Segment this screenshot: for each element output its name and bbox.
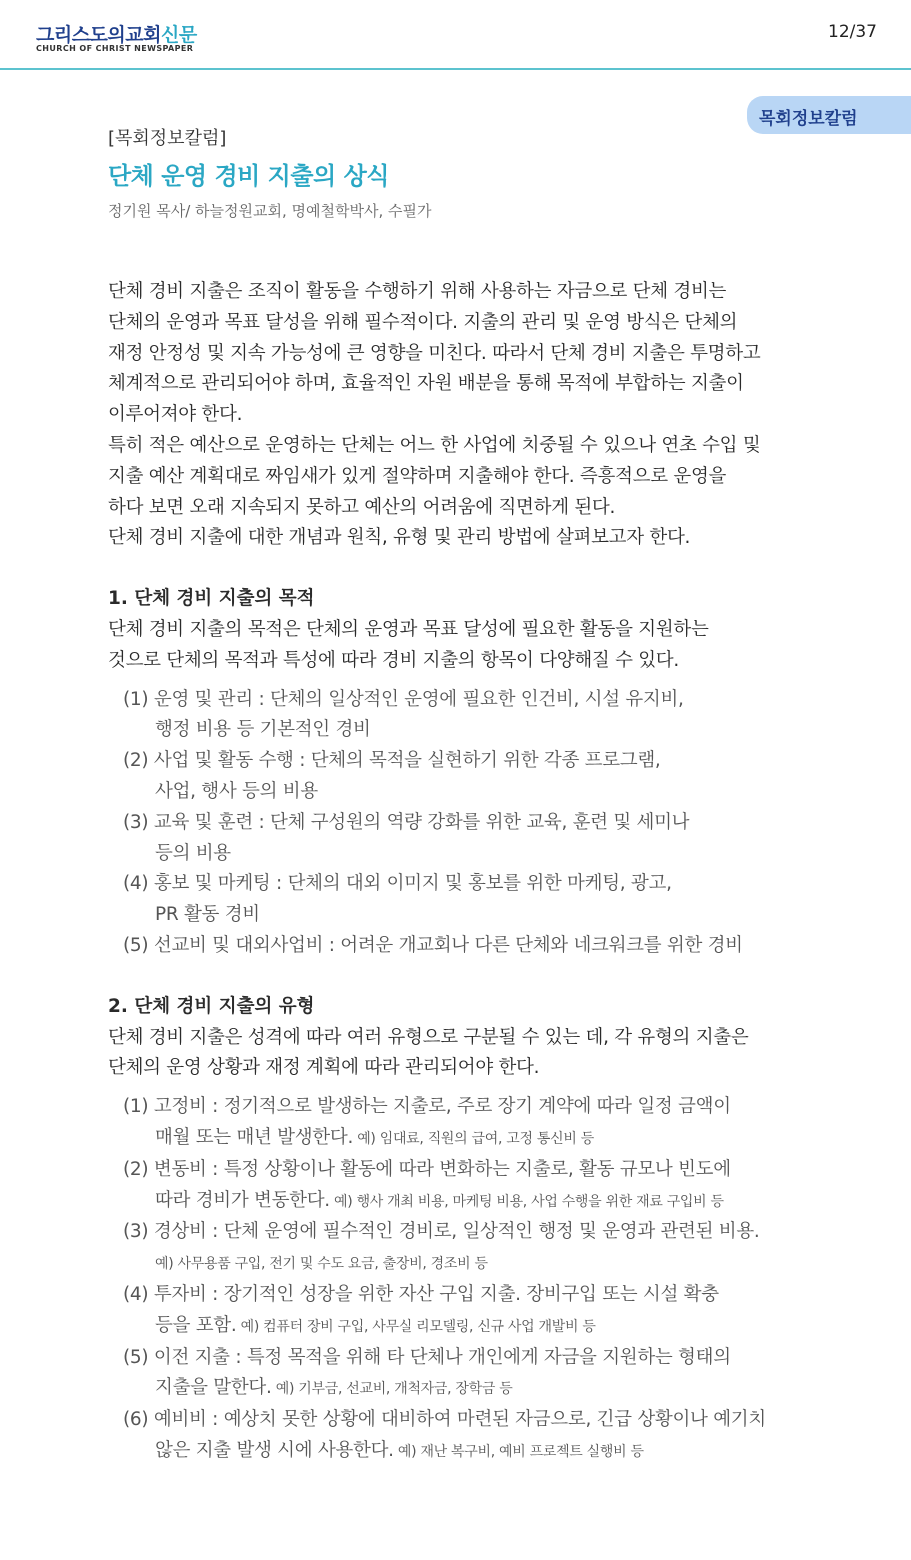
intro-line: 체계적으로 관리되어야 하며, 효율적인 자원 배분을 통해 목적에 부합하는 지출이 — [108, 373, 744, 395]
page-header — [0, 0, 911, 70]
section-tag — [747, 96, 911, 134]
list-item — [123, 1155, 828, 1218]
list-item-continuation — [123, 1373, 828, 1405]
logo-subtitle: CHURCH OF CHRIST NEWSPAPER — [36, 44, 194, 53]
intro-line: 단체의 운영과 목표 달성을 위해 필수적이다. 지출의 관리 및 운영 방식은 단체의 — [108, 311, 738, 333]
example-text: 예) 기부금, 선교비, 개척자금, 장학금 등 — [271, 1381, 513, 1398]
intro-line: 하다 보면 오래 지속되지 못하고 예산의 어려움에 직면하게 된다. — [108, 496, 616, 518]
section-text — [108, 1023, 828, 1085]
section-heading: 1. 단체 경비 지출의 목적 — [108, 588, 315, 610]
example-text: 예) 컴퓨터 장비 구입, 사무실 리모델링, 신규 사업 개발비 등 — [236, 1318, 596, 1335]
intro-line: 지출 예산 계획대로 짜임새가 있게 절약하며 지출해야 한다. 즉흥적으로 운영을 — [108, 465, 727, 487]
intro-line: 재정 안정성 및 지속 가능성에 큰 영향을 미친다. 따라서 단체 경비 지출은 투명하고 — [108, 342, 761, 364]
list-item-continuation-text: 따라 경비가 변동한다. — [155, 1189, 330, 1211]
section-text-line: 것으로 단체의 목적과 특성에 따라 경비 지출의 항목이 다양해질 수 있다. — [108, 649, 679, 671]
list-item-continuation-text: 매월 또는 매년 발생한다. — [155, 1126, 354, 1148]
list-item — [123, 1092, 828, 1155]
list-item — [123, 1405, 828, 1468]
list-item-continuation — [123, 1186, 828, 1218]
list-item-line: (1) 고정비 : 정기적으로 발생하는 지출로, 주로 장기 계약에 따라 일정 금액이 — [123, 1096, 731, 1118]
section-text-line: 단체의 운영 상황과 재정 계획에 따라 관리되어야 한다. — [108, 1057, 540, 1079]
newspaper-logo — [36, 20, 197, 47]
list-item-continuation: 사업, 행사 등의 비용 — [155, 780, 318, 802]
intro-line: 특히 적은 예산으로 운영하는 단체는 어느 한 사업에 치중될 수 있으나 연초 수입 및 — [108, 434, 761, 456]
list-item-line: (2) 변동비 : 특정 상황이나 활동에 따라 변화하는 지출로, 활동 규모나 빈도에 — [123, 1158, 731, 1180]
list-item — [123, 1280, 828, 1343]
article-author: 정기원 목사/ 하늘정원교회, 명예철학박사, 수필가 — [108, 202, 432, 220]
list-item-continuation-text: 등을 포함. — [155, 1314, 237, 1336]
example-text: 예) 행사 개최 비용, 마케팅 비용, 사업 수행을 위한 재료 구입비 등 — [329, 1193, 724, 1210]
page-number: 12/37 — [828, 22, 877, 42]
example-text: 예) 사무용품 구입, 전기 및 수도 요금, 출장비, 경조비 등 — [155, 1256, 488, 1273]
list-item-continuation: 등의 비용 — [155, 842, 231, 864]
list-item-continuation: 행정 비용 등 기본적인 경비 — [155, 719, 371, 741]
section-tag-label: 목회정보칼럼 — [759, 109, 858, 129]
article-body — [108, 277, 828, 1468]
intro-paragraph — [108, 277, 828, 554]
example-text: 예) 재난 복구비, 예비 프로젝트 실행비 등 — [393, 1443, 644, 1460]
list-item-continuation: PR 활동 경비 — [155, 904, 260, 926]
example-text: 예) 임대료, 직원의 급여, 고정 통신비 등 — [353, 1130, 594, 1147]
article-title: 단체 운영 경비 지출의 상식 — [108, 162, 389, 190]
list-item — [123, 931, 828, 962]
list-item-line: (4) 홍보 및 마케팅 : 단체의 대외 이미지 및 홍보를 위한 마케팅, 광고, — [123, 873, 672, 895]
list-item-line: (3) 경상비 : 단체 운영에 필수적인 경비로, 일상적인 행정 및 운영과 관련된 비용. — [123, 1221, 760, 1243]
logo-text-accent: 신문 — [160, 24, 197, 46]
list-item — [123, 808, 828, 870]
purpose-list — [108, 685, 828, 962]
type-list — [108, 1092, 828, 1468]
list-item-continuation — [123, 1123, 828, 1155]
list-item-continuation — [123, 1248, 828, 1280]
list-item — [123, 1217, 828, 1280]
list-item-line: (2) 사업 및 활동 수행 : 단체의 목적을 실현하기 위한 각종 프로그램, — [123, 750, 661, 772]
list-item-continuation-text: 않은 지출 발생 시에 사용한다. — [155, 1439, 394, 1461]
list-item-continuation — [123, 1311, 828, 1343]
section-text-line: 단체 경비 지출의 목적은 단체의 운영과 목표 달성에 필요한 활동을 지원하는 — [108, 618, 709, 640]
intro-line: 단체 경비 지출은 조직이 활동을 수행하기 위해 사용하는 자금으로 단체 경비는 — [108, 281, 727, 302]
list-item-line: (1) 운영 및 관리 : 단체의 일상적인 운영에 필요한 인건비, 시설 유지비, — [123, 688, 684, 710]
column-label: [목회정보칼럼] — [108, 128, 227, 149]
list-item — [123, 1343, 828, 1406]
logo-text-main: 그리스도의교회 — [36, 24, 161, 46]
section-heading: 2. 단체 경비 지출의 유형 — [108, 995, 315, 1017]
intro-line: 이루어져야 한다. — [108, 404, 243, 426]
list-item — [123, 685, 828, 747]
list-item — [123, 746, 828, 808]
list-item-line: (3) 교육 및 훈련 : 단체 구성원의 역량 강화를 위한 교육, 훈련 및 세미나 — [123, 811, 690, 833]
section-text-line: 단체 경비 지출은 성격에 따라 여러 유형으로 구분될 수 있는 데, 각 유형의 지출은 — [108, 1026, 749, 1048]
list-item-line: (4) 투자비 : 장기적인 성장을 위한 자산 구입 지출. 장비구입 또는 시설 확충 — [123, 1283, 719, 1305]
list-item-continuation — [123, 1436, 828, 1468]
list-item-line: (5) 선교비 및 대외사업비 : 어려운 개교회나 다른 단체와 네크워크를 위한 경비 — [123, 934, 743, 956]
list-item-continuation-text: 지출을 말한다. — [155, 1377, 272, 1399]
list-item-line: (5) 이전 지출 : 특정 목적을 위해 타 단체나 개인에게 자금을 지원하는 형태의 — [123, 1346, 731, 1368]
section-text — [108, 615, 828, 677]
list-item-line: (6) 예비비 : 예상치 못한 상황에 대비하여 마련된 자금으로, 긴급 상황이나 예기치 — [123, 1409, 766, 1431]
intro-line: 단체 경비 지출에 대한 개념과 원칙, 유형 및 관리 방법에 살펴보고자 한다. — [108, 527, 691, 549]
list-item — [123, 869, 828, 931]
